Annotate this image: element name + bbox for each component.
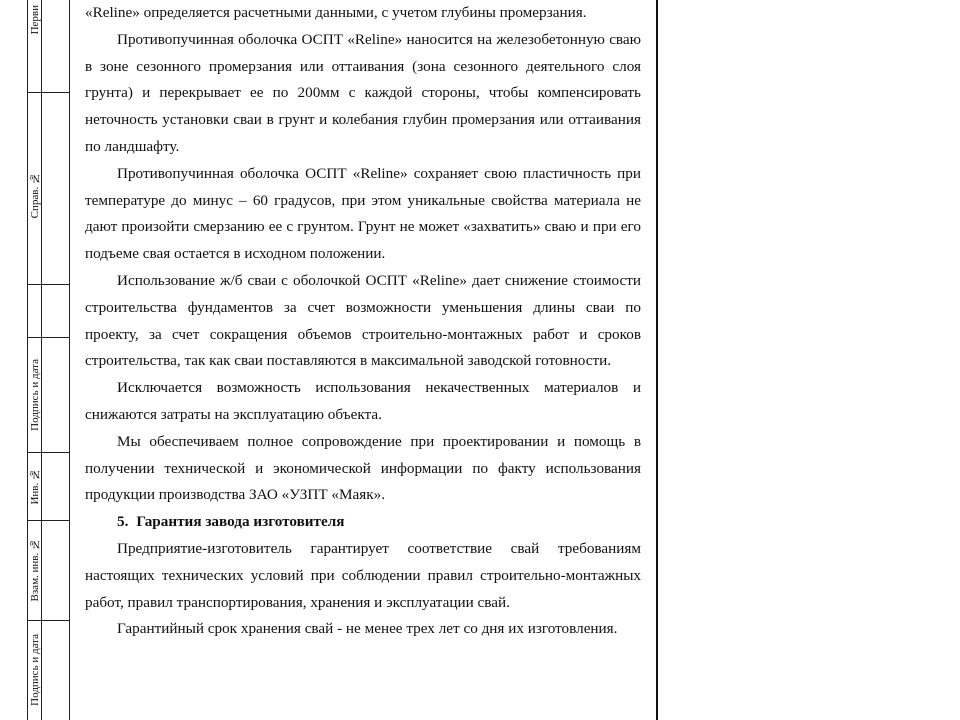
paragraph: Гарантийный срок хранения свай - не менее трех лет со дня их изготовления. [117,620,618,638]
section-number: 5. [117,513,129,531]
paragraph: «Reline» определяется расчетными данными, с учетом глубины промерзания. [85,4,587,21]
stamp-divider [28,92,69,93]
stamp-label-signature-date-2: Подпись и дата [29,634,41,706]
paragraph: Исключается возможность использования некачественных материалов и снижаются затраты на эксплуатацию объекта. [85,379,641,423]
stamp-label-signature-date: Подпись и дата [29,358,41,431]
paragraph: Противопучинная оболочка ОСПТ «Reline» наносится на железобетонную сваю в зоне сезонного промерзания или оттаивания (зона сезонного деятельного слоя грунта) и перекрывает ее по 200мм с каждой стороны, чтобы компенсировать неточность установки сваи в грунт и колебания глубин промерзания или оттаивания по ландшафту. [85,30,641,155]
paragraph: Предприятие-изготовитель гарантирует соответствие свай требованиям настоящих технических условий при соблюдении правил строительно-монтажных работ, правил транспортирования, хранения и эксплуатации свай. [85,539,641,611]
paragraph: Противопучинная оболочка ОСПТ «Reline» сохраняет свою пластичность при температуре до минус – 60 градусов, при этом уникальные свойства материала не дают произойти смерзанию ее с грунтом. Грунт не может «захватить» сваю и при его подъеме свая остается в исходном положении. [85,164,641,263]
paragraph: Использование ж/б сваи с оболочкой ОСПТ «Reline» дает снижение стоимости строительства фундаментов за счет возможности уменьшения длины сваи по проекту, за счет сокращения объемов строительно-монтажных работ и сроков строительства, так как сваи поставляются в максимальной заводской готовности. [85,271,641,370]
stamp-label-replacement-inventory-no: Взам. инв. № [29,538,41,602]
document-body [85,0,641,643]
page-frame-right-border [656,0,658,720]
section-heading [85,509,641,536]
paragraph: Мы обеспечиваем полное сопровождение при проектировании и помощь в получении технической и экономической информации по факту использования продукции производства ЗАО «УЗПТ «Маяк». [85,432,641,504]
stamp-label-primary-use: Перви [29,5,41,35]
title-block-stamp [27,0,70,720]
stamp-divider [28,284,69,285]
stamp-label-inventory-no: Инв. № [29,467,41,505]
section-title: Гарантия завода изготовителя [136,513,345,531]
stamp-label-reference-no: Справ. № [29,171,41,219]
